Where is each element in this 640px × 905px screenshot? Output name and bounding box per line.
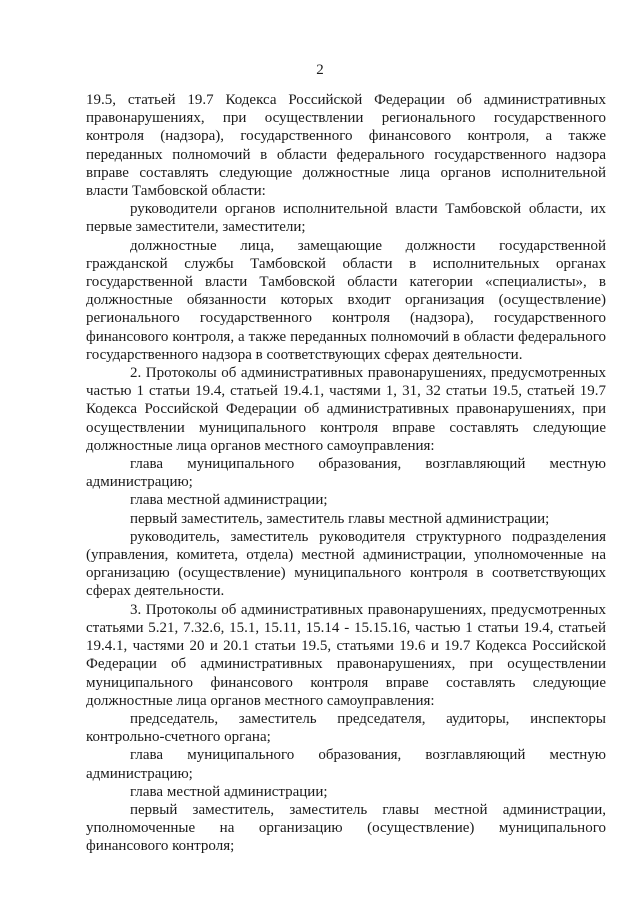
paragraph-deputy: первый заместитель, заместитель главы местной администрации;	[130, 510, 550, 527]
paragraph-deputy-2: первый заместитель, заместитель главы местной администрации, уполномоченные на организацию (осуществление) муниципального финансового контроля;	[86, 801, 606, 855]
paragraph-item-2: 2. Протоколы об административных правонарушениях, предусмотренных частью 1 статьи 19.4, статьей 19.4.1, частями 1, 31, 32 статьи 19.5, статьей 19.7 Кодекса Российской Федерации об административных правонарушениях, при осуществлении муниципального контроля вправе составлять следующие должностные лица органов местного самоуправления:	[86, 365, 606, 454]
paragraph-mun-head: глава муниципального образования, возглавляющий местную администрацию;	[86, 456, 606, 491]
paragraph-item-3: 3. Протоколы об административных правонарушениях, предусмотренных статьями 5.21, 7.32.6, 15.1, 15.11, 15.14 - 15.15.16, частью 1 статьи 19.4, статьей 19.4.1, частями 20 и 20.1 статьи 19.5, статьями 19.6 и 19.7 Кодекса Российской Федерации об административных правонарушениях, при осуществлении муниципального финансового контроля вправе составлять следующие должностные лица органов местного самоуправления:	[86, 601, 606, 709]
page-number: 2	[316, 62, 324, 78]
paragraph-admin-head: глава местной администрации;	[130, 492, 328, 509]
paragraph-chairman: председатель, заместитель председателя, аудиторы, инспекторы контрольно-счетного органа;	[86, 710, 606, 746]
paragraph-mun-head-2: глава муниципального образования, возглавляющий местную администрацию;	[86, 747, 606, 782]
paragraph-intro: 19.5, статьей 19.7 Кодекса Российской Федерации об административных правонарушениях, при осуществлении регионального государственного контроля (надзора), государственного финансового контроля, а также переданных полномочий в области федерального государственного надзора вправе составлять следующие должностные лица органов исполнительной власти Тамбовской области:	[86, 92, 606, 200]
document-body	[86, 91, 606, 856]
paragraph-officials: должностные лица, замещающие должности государственной гражданской службы Тамбовской области в исполнительных органах государственной власти Тамбовской области категории «специалисты», в должностные обязанности которых входит организация (осуществление) регионального государственного контроля (надзора), государственного финансового контроля, а также переданных полномочий в области федерального государственного надзора в соответствующих сферах деятельности.	[86, 237, 606, 363]
paragraph-heads: руководители органов исполнительной власти Тамбовской области, их первые заместители, заместители;	[86, 201, 606, 236]
paragraph-unit-head: руководитель, заместитель руководителя структурного подразделения (управления, комитета, отдела) местной администрации, уполномоченные на организацию (осуществление) муниципального контроля в соответствующих сферах деятельности.	[86, 528, 606, 600]
paragraph-admin-head-2: глава местной администрации;	[130, 783, 328, 800]
